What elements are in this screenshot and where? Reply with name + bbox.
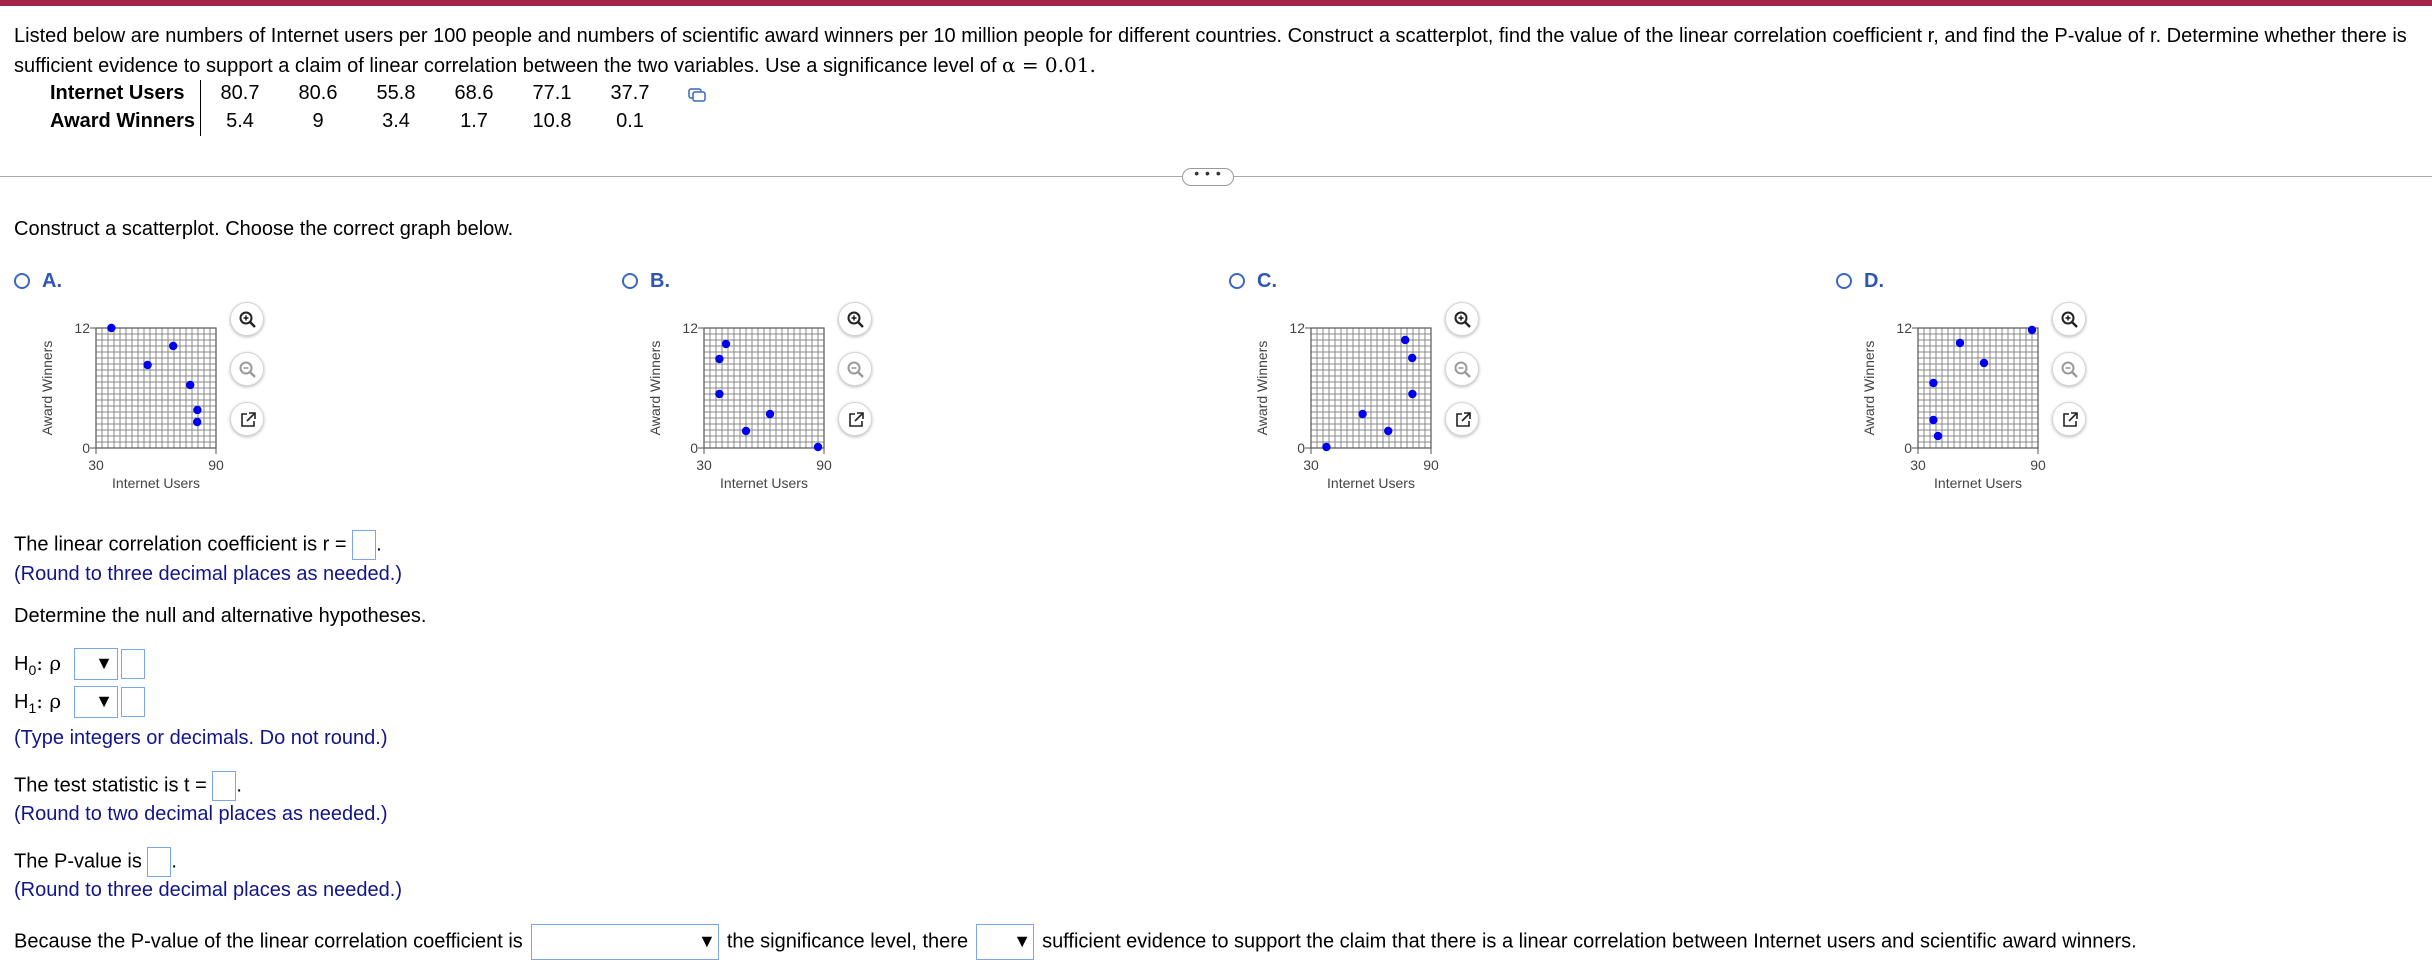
h1-label: $H_1$: ρ [14, 688, 62, 716]
dropdown-arrow-icon: ▼ [1013, 931, 1032, 951]
null-hypothesis [14, 648, 145, 682]
data-point [715, 390, 723, 398]
conclusion-part3: sufficient evidence to support the claim that there is a linear correlation between Internet users and scientific award winners. [1042, 930, 2137, 953]
p-hint: (Round to three decimal places as needed.) [14, 879, 403, 901]
data-table [40, 80, 669, 136]
x-axis-label: Internet Users [112, 475, 200, 491]
option-letter: A. [42, 270, 62, 292]
scatterplot-c [1239, 310, 1459, 495]
zoom-out-button[interactable] [1445, 352, 1479, 386]
data-point [766, 410, 774, 418]
x-tick-label: 90 [1423, 457, 1439, 473]
data-point [722, 340, 730, 348]
r-prefix: The linear correlation coefficient is r = [14, 533, 347, 556]
option-b[interactable] [622, 266, 1222, 506]
option-letter: D. [1864, 270, 1884, 292]
t-prefix: The test statistic is t = [14, 774, 207, 797]
grid [704, 328, 824, 448]
table-cell: 10.8 [532, 110, 572, 132]
popout-button[interactable] [1445, 402, 1479, 436]
table-cell: 80.6 [298, 82, 338, 104]
data-point [2028, 326, 2036, 334]
y-tick-label: 0 [690, 440, 698, 456]
option-c[interactable] [1229, 266, 1829, 506]
zoom-out-icon [239, 361, 257, 379]
scatterplot-a [24, 310, 244, 495]
zoom-out-button[interactable] [230, 352, 264, 386]
y-tick-label: 12 [1289, 320, 1305, 336]
data-point [1934, 432, 1942, 440]
hypotheses-prompt: Determine the null and alternative hypotheses. [14, 605, 427, 627]
x-axis-label: Internet Users [1934, 475, 2022, 491]
option-a[interactable] [14, 266, 614, 506]
table-cell: 77.1 [532, 82, 572, 104]
zoom-out-button[interactable] [838, 352, 872, 386]
grid [96, 328, 216, 448]
x-axis-label: Internet Users [1327, 475, 1415, 491]
row-label-internet-users: Internet Users [40, 80, 201, 108]
t-hint: (Round to two decimal places as needed.) [14, 803, 388, 825]
y-tick-label: 0 [1904, 440, 1912, 456]
top-accent-bar [0, 0, 2432, 6]
x-tick-label: 90 [2030, 457, 2046, 473]
scatterplot-d [1846, 310, 2066, 495]
grid [1918, 328, 2038, 448]
x-tick-label: 90 [816, 457, 832, 473]
data-point [1401, 336, 1409, 344]
alternative-hypothesis [14, 686, 145, 720]
data-point [1956, 339, 1964, 347]
h1-value-input[interactable] [121, 687, 145, 717]
y-tick-label: 0 [82, 440, 90, 456]
data-point [186, 381, 194, 389]
table-cell: 37.7 [610, 82, 650, 104]
conclusion-part1: Because the P-value of the linear correlation coefficient is [14, 930, 523, 953]
p-question [14, 847, 177, 877]
option-d[interactable] [1836, 266, 2432, 506]
x-tick-label: 30 [88, 457, 104, 473]
h0-label: $H_0$: ρ [14, 650, 62, 678]
conclusion-part2: the significance level, there [726, 930, 969, 953]
r-input[interactable] [352, 530, 376, 560]
data-point [814, 443, 822, 451]
dropdown-arrow-icon: ▼ [95, 691, 113, 711]
data-point [143, 361, 151, 369]
data-point [169, 342, 177, 350]
period: . [171, 850, 177, 873]
data-point [193, 406, 201, 414]
popout-button[interactable] [838, 402, 872, 436]
period: . [376, 533, 382, 556]
x-tick-label: 30 [696, 457, 712, 473]
data-point [1322, 443, 1330, 451]
y-axis-label: Award Winners [1861, 340, 1877, 436]
zoom-out-icon [1454, 361, 1472, 379]
t-question [14, 771, 242, 801]
table-row [40, 108, 669, 136]
conclusion-sentence [14, 924, 2137, 960]
y-tick-label: 12 [74, 320, 90, 336]
zoom-in-icon [239, 311, 257, 329]
data-point [1408, 354, 1416, 362]
table-cell: 80.7 [220, 82, 260, 104]
radio-icon[interactable] [1229, 273, 1245, 289]
data-point [1358, 410, 1366, 418]
popout-button[interactable] [230, 402, 264, 436]
popout-icon [1454, 411, 1472, 429]
scatterplot-b [632, 310, 852, 495]
zoom-out-icon [847, 361, 865, 379]
y-tick-label: 12 [682, 320, 698, 336]
grid [1311, 328, 1431, 448]
table-cell: 0.1 [616, 110, 644, 132]
table-row [40, 80, 669, 108]
option-letter: C. [1257, 270, 1277, 292]
option-letter: B. [650, 270, 670, 292]
y-tick-label: 12 [1896, 320, 1912, 336]
more-button[interactable]: • • • [1182, 168, 1234, 186]
data-point [1408, 390, 1416, 398]
data-point [1929, 416, 1937, 424]
data-point [107, 324, 115, 332]
x-tick-label: 90 [208, 457, 224, 473]
scatterplot-prompt: Construct a scatterplot. Choose the correct graph below. [14, 218, 514, 240]
data-point [715, 355, 723, 363]
table-cell: 9 [312, 110, 324, 132]
x-tick-label: 30 [1303, 457, 1319, 473]
evidence-dropdown[interactable] [976, 924, 1034, 960]
copy-icon[interactable] [688, 88, 706, 107]
data-point [1929, 379, 1937, 387]
dropdown-arrow-icon: ▼ [697, 931, 716, 951]
comparison-dropdown[interactable] [531, 924, 719, 960]
h0-value-input[interactable] [121, 649, 145, 679]
r-hint: (Round to three decimal places as needed.) [14, 563, 403, 585]
zoom-in-button[interactable] [1445, 302, 1479, 336]
x-axis-label: Internet Users [720, 475, 808, 491]
y-axis-label: Award Winners [39, 340, 55, 436]
problem-text: Listed below are numbers of Internet users per 100 people and numbers of scientific award winners per 10 million people for different countries. Construct a scatterplot, find the value of the linear correlation coefficient r, and find the P-value of r. Determine whether there is sufficient evidence to support a claim of linear correlation between the two variables. Use a significance level of [14, 25, 2407, 77]
y-axis-label: Award Winners [647, 340, 663, 436]
table-cell: 55.8 [376, 82, 416, 104]
zoom-in-button[interactable] [838, 302, 872, 336]
row-label-award-winners: Award Winners [40, 108, 201, 136]
table-cell: 68.6 [454, 82, 494, 104]
dropdown-arrow-icon: ▼ [95, 653, 113, 673]
radio-icon[interactable] [1836, 273, 1852, 289]
table-cell: 1.7 [460, 110, 488, 132]
data-point [193, 418, 201, 426]
table-cell: 3.4 [382, 110, 410, 132]
zoom-in-button[interactable] [2052, 302, 2086, 336]
popout-icon [847, 411, 865, 429]
data-point [1384, 427, 1392, 435]
problem-statement [14, 22, 2424, 81]
h1-operator-dropdown[interactable] [74, 686, 118, 718]
zoom-in-icon [847, 311, 865, 329]
zoom-in-icon [1454, 311, 1472, 329]
radio-icon[interactable] [622, 273, 638, 289]
popout-button[interactable] [2052, 402, 2086, 436]
data-point [742, 427, 750, 435]
zoom-in-icon [2061, 311, 2079, 329]
p-prefix: The P-value is [14, 850, 142, 873]
h0-operator-dropdown[interactable] [74, 648, 118, 680]
y-axis-label: Award Winners [1254, 340, 1270, 436]
table-cell: 5.4 [226, 110, 254, 132]
zoom-in-button[interactable] [230, 302, 264, 336]
zoom-out-button[interactable] [2052, 352, 2086, 386]
zoom-out-icon [2061, 361, 2079, 379]
period: . [236, 774, 242, 797]
alpha-text: α = 0.01. [1001, 53, 1096, 77]
popout-icon [239, 411, 257, 429]
radio-icon[interactable] [14, 273, 30, 289]
popout-icon [2061, 411, 2079, 429]
x-tick-label: 30 [1910, 457, 1926, 473]
r-question [14, 530, 382, 560]
data-point [1980, 359, 1988, 367]
p-input[interactable] [147, 847, 171, 877]
t-input[interactable] [212, 771, 236, 801]
hypotheses-hint: (Type integers or decimals. Do not round.) [14, 727, 388, 749]
y-tick-label: 0 [1297, 440, 1305, 456]
